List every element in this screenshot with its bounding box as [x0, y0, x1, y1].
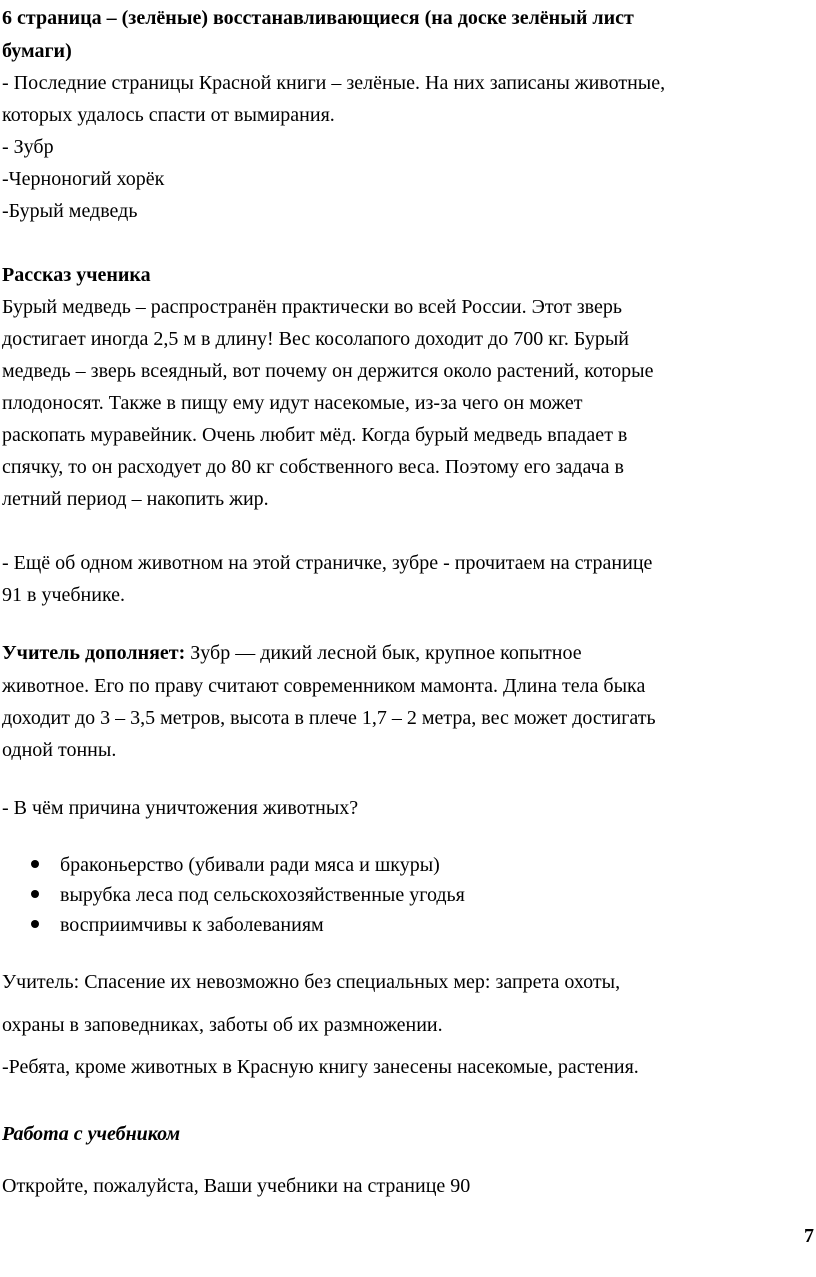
bullet-icon	[31, 860, 39, 868]
reason-list-item	[31, 883, 465, 907]
student-story-line: плодоносят. Также в пищу ему идут насекомые, из-за чего он может	[2, 392, 583, 414]
reason-text: вырубка леса под сельскохозяйственные угодья	[60, 884, 465, 906]
teacher-adds-text: Зубр — дикий лесной бык, крупное копытное	[185, 642, 582, 664]
bullet-icon	[31, 920, 39, 928]
bison-note-line-1: - Ещё об одном животном на этой страничке, зубре - прочитаем на странице	[2, 552, 653, 574]
textbook-work-instruction: Откройте, пожалуйста, Ваши учебники на странице 90	[2, 1175, 471, 1197]
teacher-adds-label: Учитель дополняет:	[2, 642, 186, 664]
teacher-adds-line-1	[2, 641, 582, 665]
teacher-conclusion-line-2: охраны в заповедниках, заботы об их размножении.	[2, 1014, 443, 1036]
page-number: 7	[804, 1225, 814, 1247]
reason-text: браконьерство (убивали ради мяса и шкуры)	[60, 854, 440, 876]
student-story-line: медведь – зверь всеядный, вот почему он держится около растений, которые	[2, 360, 654, 382]
reason-text: восприимчивы к заболеваниям	[60, 914, 324, 936]
student-story-line: раскопать муравейник. Очень любит мёд. Когда бурый медведь впадает в	[2, 424, 628, 446]
heading-line-1: 6 страница – (зелёные) восстанавливающиеся (на доске зелёный лист	[2, 7, 634, 29]
student-story-line: летний период – накопить жир.	[2, 488, 269, 510]
kids-note-line: -Ребята, кроме животных в Красную книгу занесены насекомые, растения.	[2, 1056, 639, 1078]
teacher-adds-line: животное. Его по праву считают современником мамонта. Длина тела быка	[2, 675, 646, 697]
student-story-line: спячку, то он расходует до 80 кг собственного веса. Поэтому его задача в	[2, 456, 624, 478]
animal-item: - Зубр	[2, 136, 54, 158]
teacher-adds-line: одной тонны.	[2, 739, 117, 761]
student-story-line: достигает иногда 2,5 м в длину! Вес косолапого доходит до 700 кг. Бурый	[2, 328, 630, 350]
reason-list-item	[31, 913, 324, 937]
reason-list-item	[31, 853, 440, 877]
intro-line-2: которых удалось спасти от вымирания.	[2, 104, 335, 126]
animal-item: -Черноногий хорёк	[2, 168, 165, 190]
textbook-work-title: Работа с учебником	[2, 1123, 181, 1145]
bullet-icon	[31, 890, 39, 898]
heading-line-2: бумаги)	[2, 40, 72, 62]
question-line: - В чём причина уничтожения животных?	[2, 797, 359, 819]
teacher-conclusion-line-1: Учитель: Спасение их невозможно без специальных мер: запрета охоты,	[2, 971, 621, 993]
student-story-line: Бурый медведь – распространён практически во всей России. Этот зверь	[2, 296, 622, 318]
bison-note-line-2: 91 в учебнике.	[2, 584, 126, 606]
animal-item: -Бурый медведь	[2, 200, 138, 222]
teacher-adds-line: доходит до 3 – 3,5 метров, высота в плече 1,7 – 2 метра, вес может достигать	[2, 707, 656, 729]
intro-line-1: - Последние страницы Красной книги – зелёные. На них записаны животные,	[2, 72, 666, 94]
student-story-title: Рассказ ученика	[2, 264, 151, 286]
